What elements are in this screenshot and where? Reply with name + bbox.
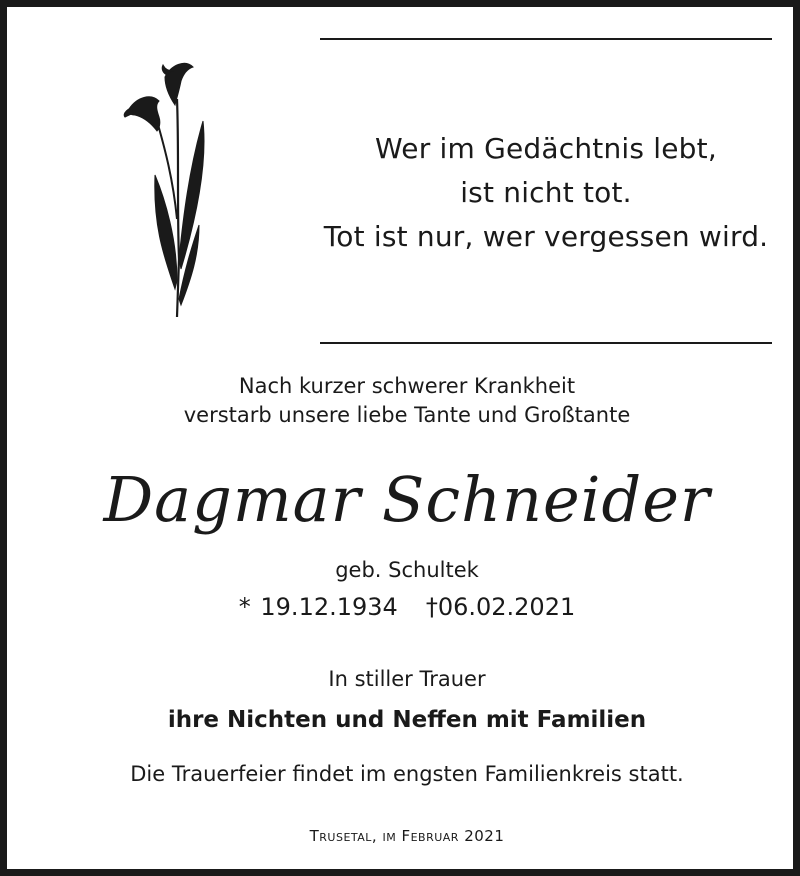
quote-line-1: Wer im Gedächtnis lebt, xyxy=(375,132,717,165)
top-divider xyxy=(320,38,772,40)
maiden-name: geb. Schultek xyxy=(335,558,479,582)
intro-line-1: Nach kurzer schwerer Krankheit xyxy=(238,374,576,398)
bottom-divider xyxy=(320,342,772,344)
quote-line-3: Tot ist nur, wer vergessen wird. xyxy=(323,220,769,253)
mourners: ihre Nichten und Neffen mit Familien xyxy=(167,707,647,733)
deceased-name: Dagmar Schneider xyxy=(103,463,711,536)
quote-line-2: ist nicht tot. xyxy=(460,176,632,209)
birth-date: * 19.12.1934 xyxy=(238,593,398,621)
mourning-intro: In stiller Trauer xyxy=(328,667,486,691)
memorial-quote xyxy=(320,127,772,259)
life-dates xyxy=(7,591,800,623)
death-date: †06.02.2021 xyxy=(425,593,576,621)
death-announcement xyxy=(7,372,800,430)
funeral-note: Die Trauerfeier findet im engsten Familienkreis statt. xyxy=(130,762,684,786)
place-and-date: Trusetal, im Februar 2021 xyxy=(309,827,505,845)
calla-lily-icon xyxy=(119,59,211,321)
intro-line-2: verstarb unsere liebe Tante und Großtante xyxy=(183,403,631,427)
